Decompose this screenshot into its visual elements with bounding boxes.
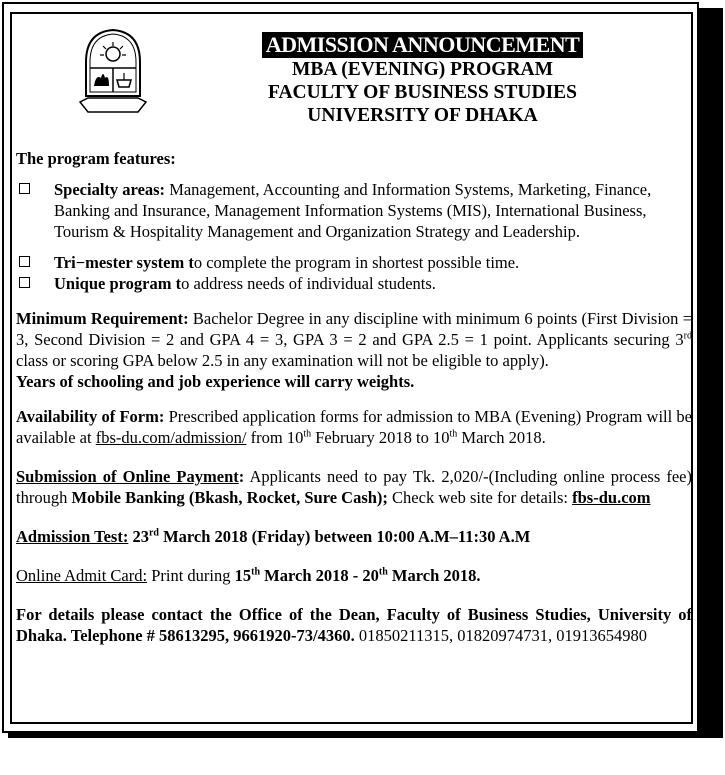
form-text: Prescribed application forms for admission to MBA (Evening) Program will be available at (16, 407, 692, 447)
feature-text: o complete the program in shortest possible time. (193, 253, 520, 272)
admit-card-line (16, 565, 692, 586)
test-label: Admission Test: (16, 527, 129, 546)
payment-paragraph (16, 466, 692, 508)
checkbox-square-icon (19, 256, 30, 267)
university-title: UNIVERSITY OF DHAKA (307, 105, 538, 126)
admit-text: Print during (147, 566, 235, 585)
experience-note: Years of schooling and job experience will carry weights. (16, 372, 415, 391)
spacer (16, 242, 692, 252)
frame-shadow-bottom (8, 733, 723, 738)
superscript: rd (148, 527, 159, 539)
program-title: MBA (EVENING) PROGRAM (291, 59, 554, 80)
checkbox-square-icon (19, 183, 30, 194)
admit-label: Online Admit Card: (16, 566, 148, 585)
requirement-text-cont: class or scoring GPA below 2.5 in any examination will not be eligible to apply). (16, 351, 549, 370)
form-date-text: from 10 (246, 428, 304, 447)
form-paragraph (16, 406, 692, 448)
admission-banner: ADMISSION ANNOUNCEMENT (262, 32, 584, 58)
checkbox-square-icon (19, 277, 30, 288)
announcement-header (240, 32, 605, 127)
feature-text: Management, Accounting and Information Systems, Marketing, Finance, Banking and Insurance, Management Information Systems (MIS), International Business, Tourism & Hospitality Management and Organization Strategy and Leadership. (54, 180, 652, 241)
feature-label: Tri−mester system t (54, 253, 194, 272)
admit-date: March 2018. (387, 566, 481, 585)
colon: : (238, 467, 245, 486)
contact-paragraph (16, 604, 692, 646)
admit-date: March 2018 - 20 (260, 566, 379, 585)
superscript: th (251, 566, 261, 578)
payment-label: Submission of Online Payment (16, 467, 239, 486)
requirement-text: Bachelor Degree in any discipline with minimum 6 points (First Division = 3, Second Division = 2 and GPA 4 = 3, GPA 3 = 2 and GPA 2.5 = 1 point. Applicants securing 3 (16, 309, 692, 349)
university-seal-icon (78, 24, 148, 134)
requirement-paragraph (16, 308, 692, 392)
superscript: th (378, 566, 388, 578)
faculty-title: FACULTY OF BUSINESS STUDIES (267, 82, 578, 103)
test-date: 23 (128, 527, 149, 546)
website-link[interactable]: fbs-du.com (572, 488, 651, 507)
contact-text: For details please contact the Office of the Dean, Faculty of Business Studies, University of Dhaka. Telephone # 58613295, 9661920-73/4360. (16, 605, 692, 645)
form-date-text: February 2018 to 10 (311, 428, 450, 447)
payment-text: Applicants need to pay Tk. 2,020/-(Including online process fee) through (16, 467, 692, 507)
frame-shadow-right (699, 8, 723, 738)
feature-item (16, 252, 692, 273)
features-list (16, 179, 692, 294)
form-label: Availability of Form: (16, 407, 165, 426)
admit-date: 15 (234, 566, 252, 585)
requirement-label: Minimum Requirement: (16, 309, 189, 328)
announcement-body (16, 148, 692, 646)
contact-phones: 01850211315, 01820974731, 01913654980 (354, 626, 648, 645)
payment-text-cont: Check web site for details: (387, 488, 573, 507)
feature-item (16, 179, 692, 242)
feature-label: Unique program t (54, 274, 182, 293)
test-line (16, 526, 692, 547)
superscript: rd (683, 330, 692, 342)
admission-link[interactable]: fbs-du.com/admission/ (95, 428, 247, 447)
university-logo (78, 24, 148, 134)
form-date-text: March 2018. (457, 428, 546, 447)
feature-item (16, 273, 692, 294)
test-time: March 2018 (Friday) between 10:00 A.M–11:30 A.M (158, 527, 531, 546)
superscript: th (449, 428, 458, 440)
feature-text: o address needs of individual students. (181, 274, 436, 293)
superscript: th (303, 428, 312, 440)
mobile-banking: Mobile Banking (Bkash, Rocket, Sure Cash); (71, 488, 388, 507)
feature-label: Specialty areas: (54, 180, 166, 199)
features-title: The program features: (16, 149, 176, 168)
